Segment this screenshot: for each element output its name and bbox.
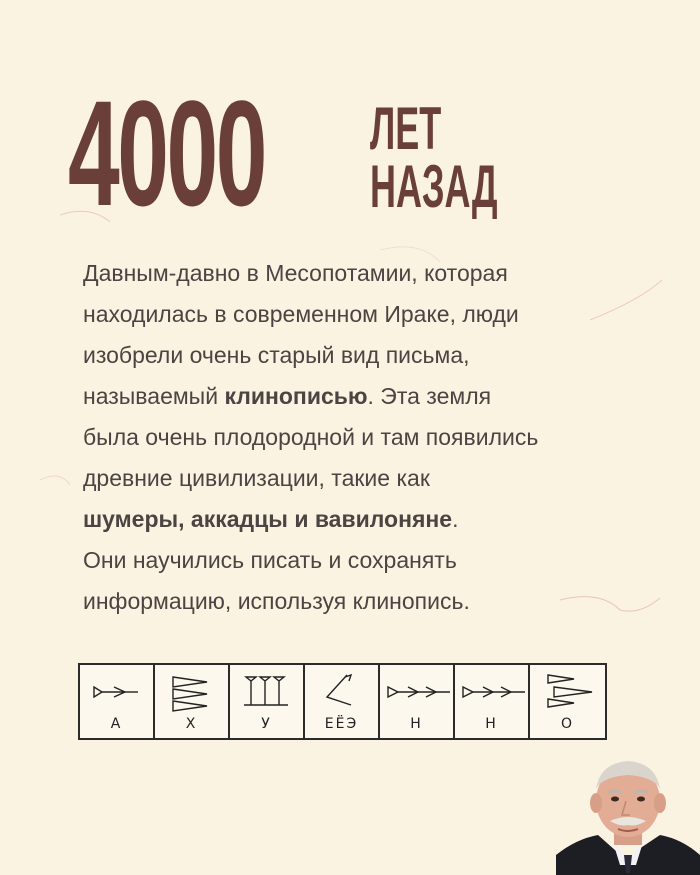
paragraph-line: Они научились писать и сохранять <box>83 547 457 573</box>
paragraph-line: была очень плодородной и там появились <box>83 424 539 450</box>
paragraph-line <box>83 376 643 417</box>
cuneiform-cell <box>380 665 455 738</box>
cuneiform-letter: Н <box>485 716 498 732</box>
cuneiform-cell <box>230 665 305 738</box>
paragraph-text: . Эта земля <box>367 383 492 409</box>
cuneiform-cell <box>305 665 380 738</box>
cuneiform-cell <box>455 665 530 738</box>
cuneiform-cell <box>80 665 155 738</box>
cuneiform-cell <box>530 665 605 738</box>
paragraph-line: древние цивилизации, такие как <box>83 465 430 491</box>
cuneiform-cell <box>155 665 230 738</box>
paragraph-line: Давным-давно в Месопотамии, которая <box>83 260 508 286</box>
paragraph-line: изобрели очень старый вид письма, <box>83 342 470 368</box>
cuneiform-letter: А <box>110 716 123 732</box>
paragraph-text: . <box>452 506 459 532</box>
headline-number: 4000 <box>68 69 265 237</box>
paragraph-bold-term: шумеры, аккадцы и вавилоняне <box>83 506 453 532</box>
paragraph-text: называемый <box>83 383 225 409</box>
cuneiform-letter: У <box>261 716 272 732</box>
headline-years-line1: ЛЕТ <box>370 95 442 162</box>
cuneiform-letter: Х <box>185 716 198 732</box>
paragraph-line <box>83 499 643 540</box>
cuneiform-letter: Н <box>410 716 423 732</box>
cuneiform-table <box>78 663 607 740</box>
paragraph-line: информацию, используя клинопись. <box>83 588 470 614</box>
headline-years <box>370 95 498 220</box>
cuneiform-letter: О <box>560 716 575 732</box>
presenter-portrait <box>556 755 700 875</box>
body-paragraph <box>83 253 643 622</box>
headline-years-line2: НАЗАД <box>370 153 498 220</box>
paragraph-bold-term: клинописью <box>224 383 368 409</box>
cuneiform-letter: ЕЁЭ <box>324 716 359 732</box>
paragraph-line: находилась в современном Ираке, люди <box>83 301 519 327</box>
